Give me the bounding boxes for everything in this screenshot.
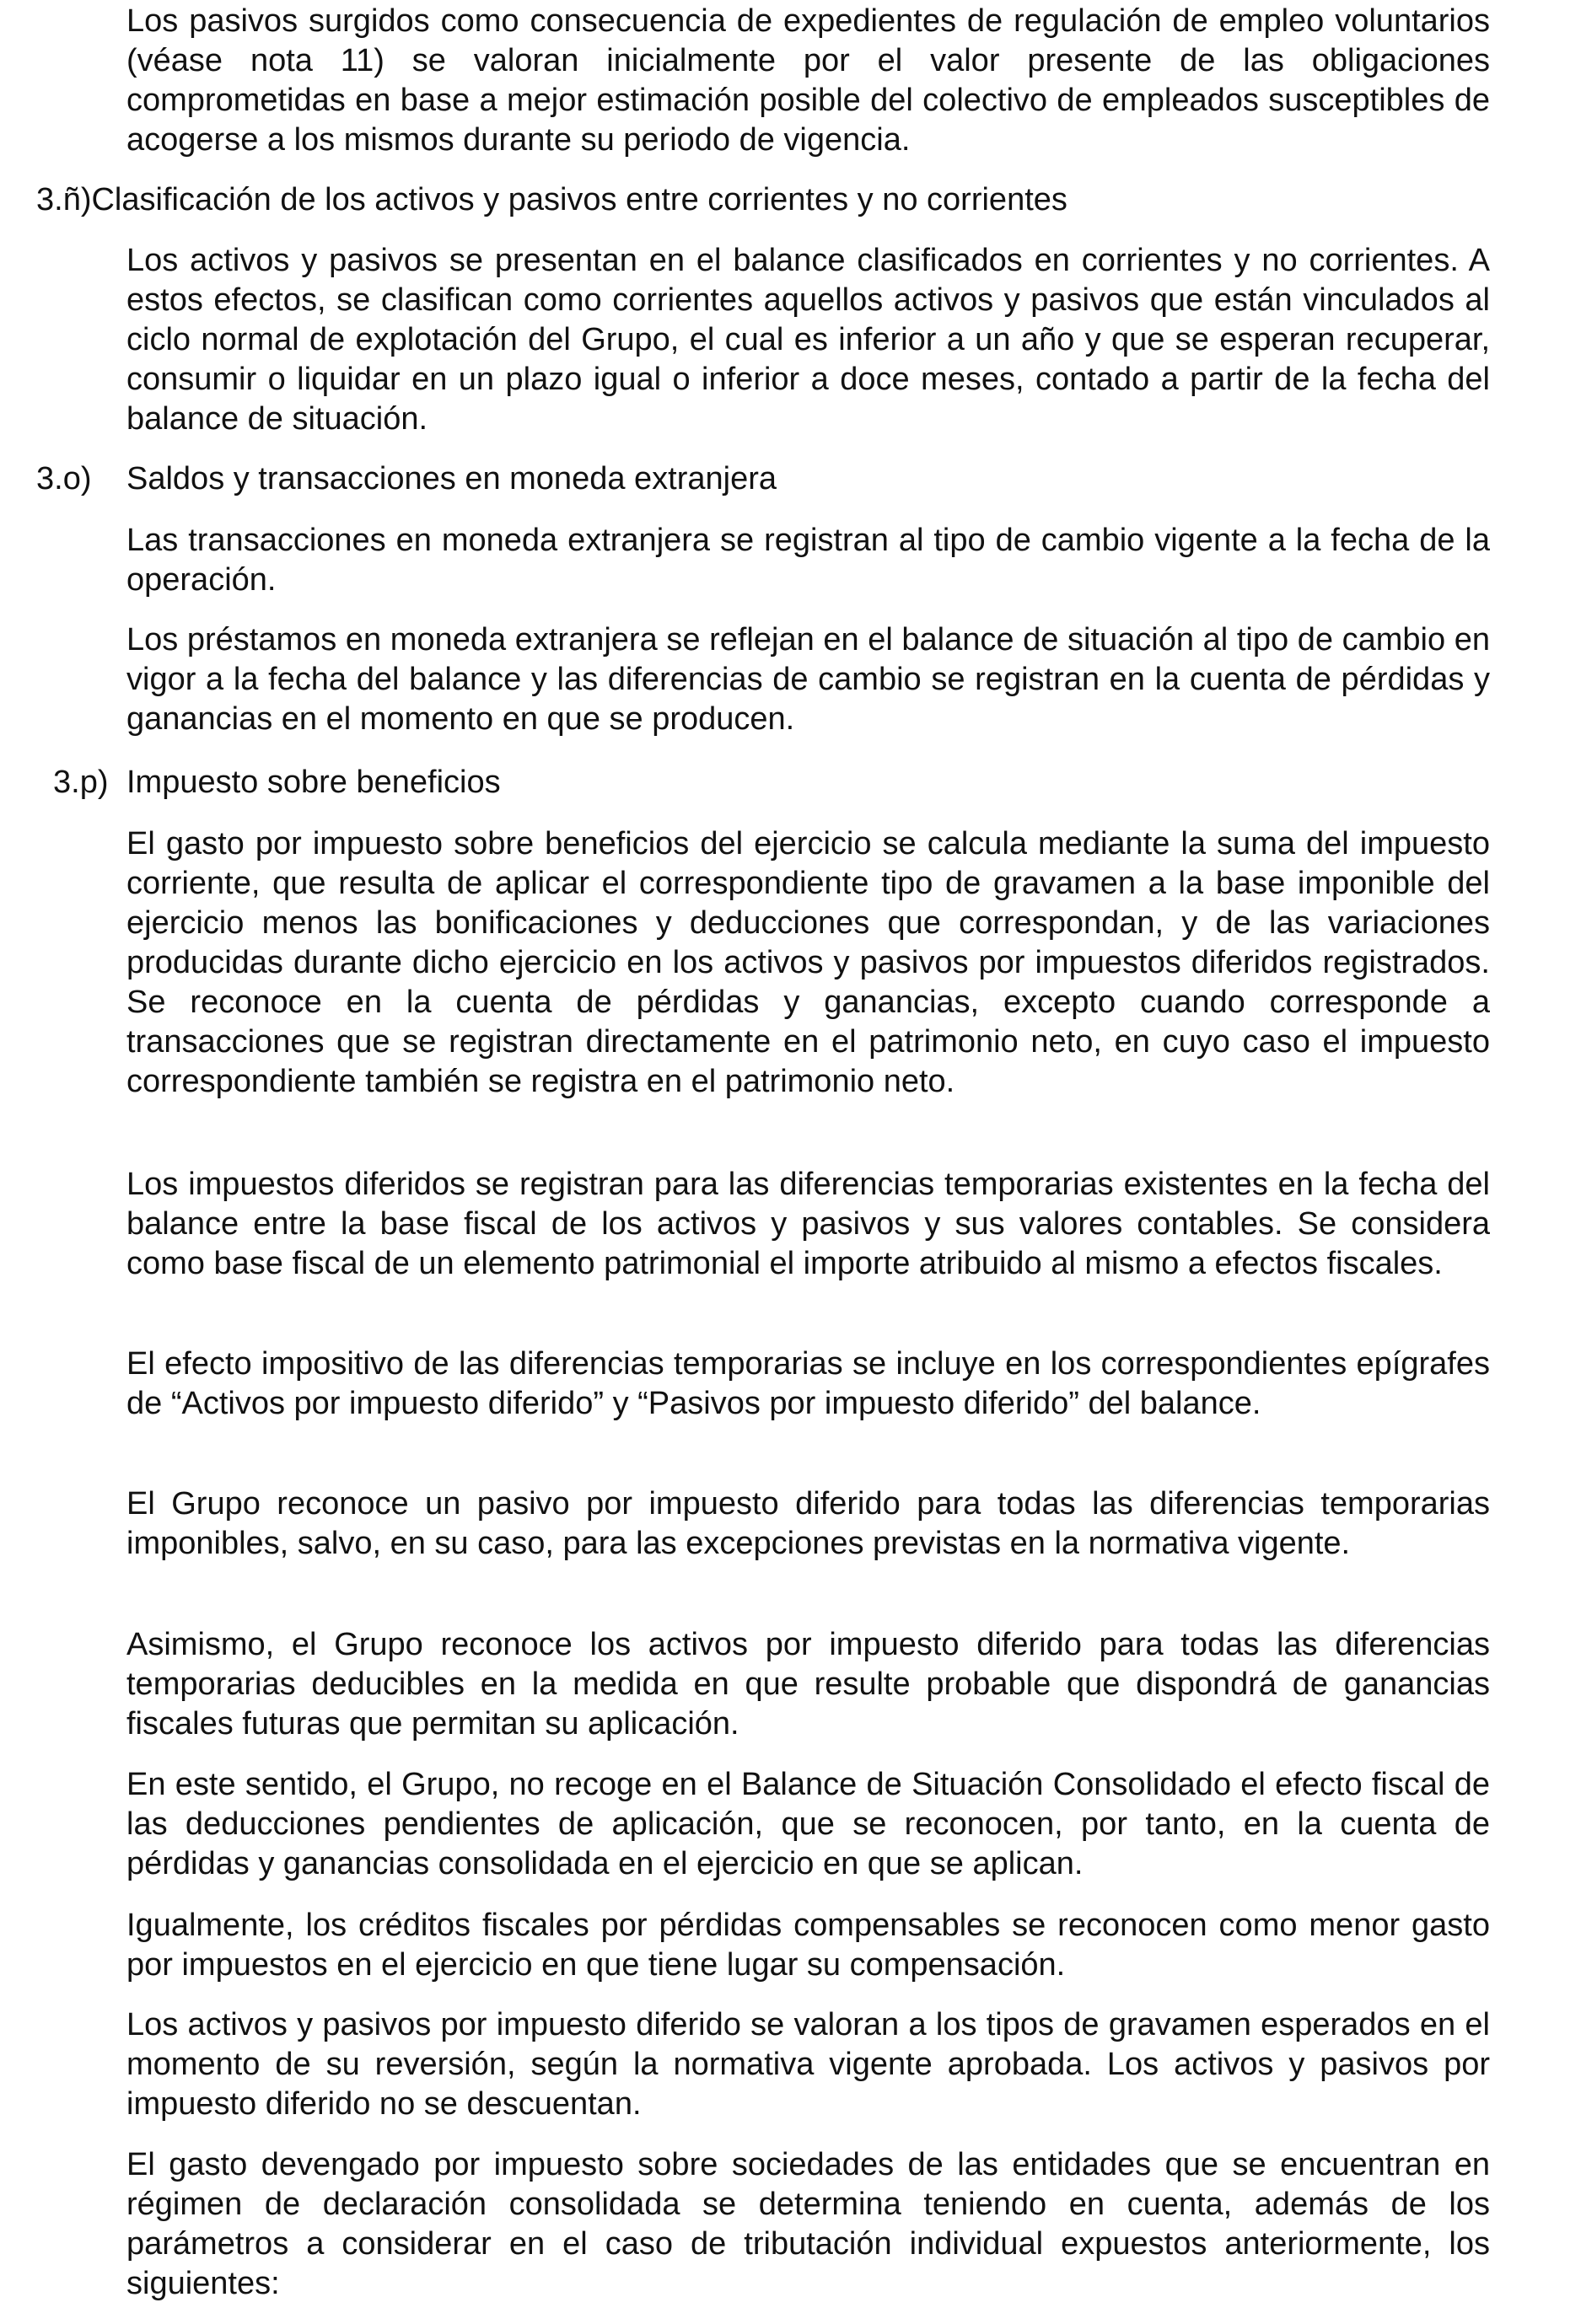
paragraph-clasificacion-corrientes: Los activos y pasivos se presentan en el balance clasificados en corrientes y no corrientes. A estos efectos, se clasifican como corrientes aquellos activos y pasivos que están vinculados al ciclo normal de explotación del Grupo, el cual es inferior a un año y que se esperan recuperar, consumir o liquidar en un plazo igual o inferior a doce meses, contado a partir de la fecha del balance de situación. <box>126 243 1490 437</box>
paragraph-pasivos-regulacion-empleo: Los pasivos surgidos como consecuencia de expedientes de regulación de empleo voluntarios (véase nota 11) se valoran inicialmente por el valor presente de las obligaciones comprometidas en base a mejor estimación posible del colectivo de empleados susceptibles de acogerse a los mismos durante su periodo de vigencia. <box>126 3 1490 158</box>
paragraph-gasto-devengado-consolidado: El gasto devengado por impuesto sobre sociedades de las entidades que se encuentran en régimen de declaración consolidada se determina teniendo en cuenta, además de los parámetros a considerar en el caso de tributación individual expuestos anteriormente, los siguientes: <box>126 2147 1490 2301</box>
section-title: Saldos y transacciones en moneda extranjera <box>126 461 777 496</box>
paragraph-valoracion-tipos-gravamen: Los activos y pasivos por impuesto diferido se valoran a los tipos de gravamen esperados en el momento de su reversión, según la normativa vigente aprobada. Los activos y pasivos por impuesto diferido no se descuentan. <box>126 2007 1490 2122</box>
paragraph-transacciones-moneda-extranjera: Las transacciones en moneda extranjera se registran al tipo de cambio vigente a la fecha de la operación. <box>126 523 1490 598</box>
section-heading-3o <box>36 459 777 499</box>
paragraph-prestamos-moneda-extranjera: Los préstamos en moneda extranjera se reflejan en el balance de situación al tipo de cambio en vigor a la fecha del balance y las diferencias de cambio se registran en la cuenta de pérdidas y ganancias en el momento en que se producen. <box>126 622 1490 737</box>
paragraph-gasto-impuesto-beneficios: El gasto por impuesto sobre beneficios del ejercicio se calcula mediante la suma del impuesto corriente, que resulta de aplicar el correspondiente tipo de gravamen a la base imponible del ejercicio menos las bonificaciones y deducciones que correspondan, y de las variaciones producidas durante dicho ejercicio en los activos y pasivos por impuestos diferidos registrados. Se reconoce en la cuenta de pérdidas y ganancias, excepto cuando corresponde a transacciones que se registran directamente en el patrimonio neto, en cuyo caso el impuesto correspondiente también se registra en el patrimonio neto. <box>126 826 1490 1099</box>
section-number: 3.p) <box>53 765 109 800</box>
section-number: 3.ñ) <box>36 182 92 217</box>
paragraph-deducciones-pendientes: En este sentido, el Grupo, no recoge en el Balance de Situación Consolidado el efecto fiscal de las deducciones pendientes de aplicación, que se reconocen, por tanto, en la cuenta de pérdidas y ganancias consolidada en el ejercicio en que se aplican. <box>126 1767 1490 1881</box>
section-title: Clasificación de los activos y pasivos entre corrientes y no corrientes <box>91 182 1067 217</box>
section-heading-3n <box>36 180 1067 220</box>
section-number: 3.o) <box>36 461 92 496</box>
section-heading-3p <box>53 763 501 802</box>
paragraph-efecto-impositivo: El efecto impositivo de las diferencias temporarias se incluye en los correspondientes epígrafes de “Activos por impuesto diferido” y “Pasivos por impuesto diferido” del balance. <box>126 1346 1490 1421</box>
paragraph-creditos-fiscales: Igualmente, los créditos fiscales por pérdidas compensables se reconocen como menor gasto por impuestos en el ejercicio en que tiene lugar su compensación. <box>126 1908 1490 1983</box>
section-title: Impuesto sobre beneficios <box>126 765 501 800</box>
paragraph-impuestos-diferidos: Los impuestos diferidos se registran para las diferencias temporarias existentes en la fecha del balance entre la base fiscal de los activos y pasivos y sus valores contables. Se considera como base fiscal de un elemento patrimonial el importe atribuido al mismo a efectos fiscales. <box>126 1167 1490 1281</box>
paragraph-activos-impuesto-diferido: Asimismo, el Grupo reconoce los activos por impuesto diferido para todas las diferencias temporarias deducibles en la medida en que resulte probable que dispondrá de ganancias fiscales futuras que permitan su aplicación. <box>126 1627 1490 1742</box>
paragraph-pasivo-impuesto-diferido: El Grupo reconoce un pasivo por impuesto diferido para todas las diferencias temporarias imponibles, salvo, en su caso, para las excepciones previstas en la normativa vigente. <box>126 1486 1490 1561</box>
